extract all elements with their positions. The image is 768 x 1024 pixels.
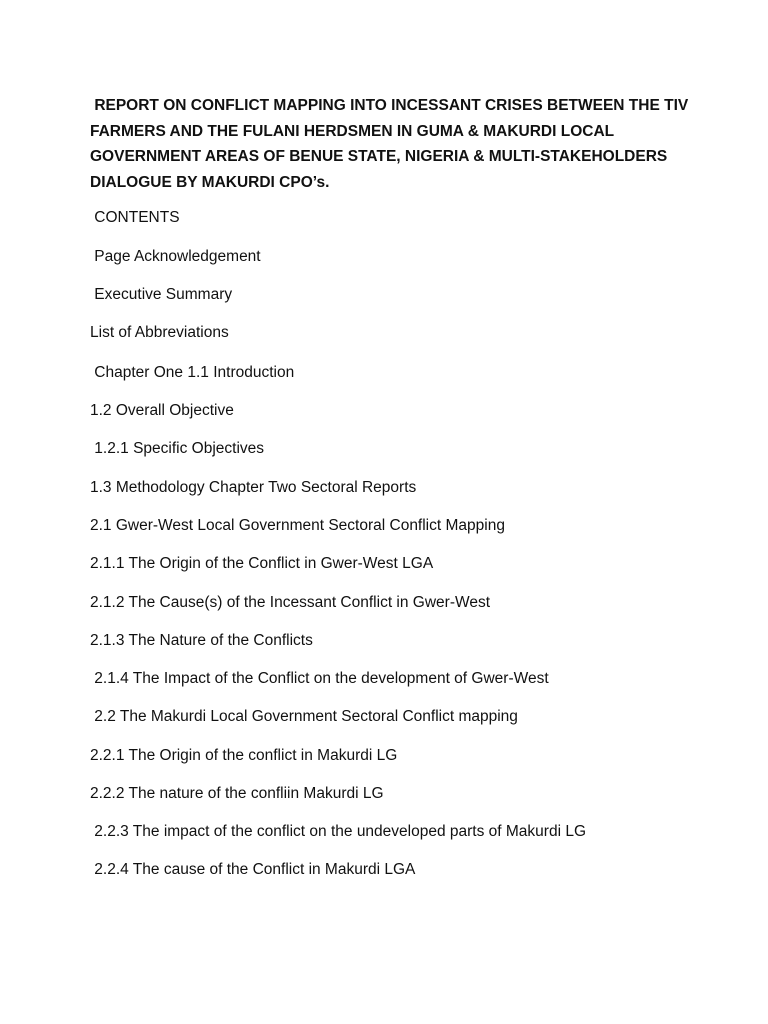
toc-entry: 2.2.1 The Origin of the conflict in Makurdi LG <box>90 747 398 764</box>
toc-entry: 2.1.4 The Impact of the Conflict on the development of Gwer-West <box>90 670 549 687</box>
toc-entry: 2.1 Gwer-West Local Government Sectoral Conflict Mapping <box>90 517 505 534</box>
toc-entry: 2.1.2 The Cause(s) of the Incessant Conflict in Gwer-West <box>90 594 491 611</box>
toc-entry: Executive Summary <box>90 286 233 303</box>
toc-entry: Chapter One 1.1 Introduction <box>90 364 295 381</box>
toc-entry: 2.1.3 The Nature of the Conflicts <box>90 632 313 649</box>
toc-entry: 1.3 Methodology Chapter Two Sectoral Reports <box>90 479 417 496</box>
toc-entry: 2.2 The Makurdi Local Government Sectoral Conflict mapping <box>90 708 518 725</box>
toc-entry: 2.2.3 The impact of the conflict on the undeveloped parts of Makurdi LG <box>90 823 587 840</box>
report-title: REPORT ON CONFLICT MAPPING INTO INCESSANT CRISES BETWEEN THE TIV FARMERS AND THE FULANI HERDSMEN IN GUMA & MAKURDI LOCAL GOVERNMENT AREAS OF BENUE STATE, NIGERIA & MULTI-STAKEHOLDERS DIALOGUE BY MAKURDI CPO’s. <box>90 97 693 191</box>
toc-entry: 2.1.1 The Origin of the Conflict in Gwer-West LGA <box>90 555 434 572</box>
toc-entry: 2.2.2 The nature of the confliin Makurdi LG <box>90 785 384 802</box>
toc-entry: Page Acknowledgement <box>90 248 261 265</box>
toc-entry: 2.2.4 The cause of the Conflict in Makurdi LGA <box>90 861 416 878</box>
contents-heading: CONTENTS <box>90 209 180 226</box>
toc-entry: 1.2 Overall Objective <box>90 402 234 419</box>
toc-entry: List of Abbreviations <box>90 324 229 341</box>
toc-entry: 1.2.1 Specific Objectives <box>90 440 265 457</box>
